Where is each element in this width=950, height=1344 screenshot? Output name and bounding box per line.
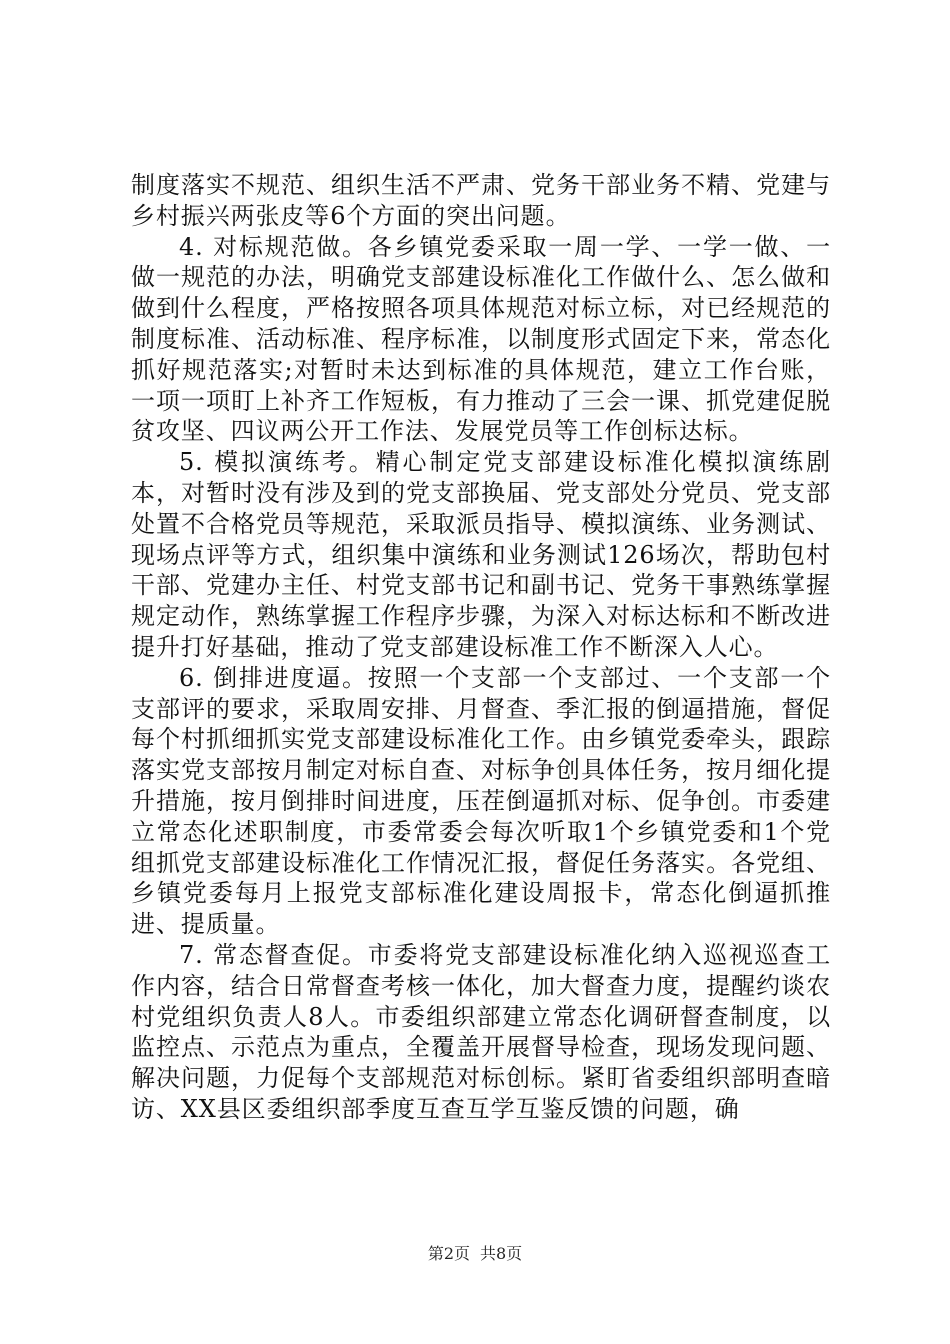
paragraph-item-5: 5. 模拟演练考。精心制定党支部建设标准化模拟演练剧本，对暂时没有涉及到的党支部换届、党支部处分党员、党支部处置不合格党员等规范，采取派员指导、模拟演练、业务测试、现场点评等方式，组织集中演练和业务测试126场次，帮助包村干部、党建办主任、村党支部书记和副书记、党务干事熟练掌握规定动作，熟练掌握工作程序步骤，为深入对标达标和不断改进提升打好基础，推动了党支部建设标准工作不断深入人心。 (131, 448, 831, 661)
page-footer (0, 1243, 950, 1265)
paragraph-item-4: 4. 对标规范做。各乡镇党委采取一周一学、一学一做、一做一规范的办法，明确党支部建设标准化工作做什么、怎么做和做到什么程度，严格按照各项具体规范对标立标，对已经规范的制度标准、活动标准、程序标准，以制度形式固定下来，常态化抓好规范落实;对暂时未达到标准的具体规范，建立工作台账，一项一项盯上补齐工作短板，有力推动了三会一课、抓党建促脱贫攻坚、四议两公开工作法、发展党员等工作创标达标。 (131, 232, 831, 446)
page-number: 第2页 (427, 1244, 470, 1263)
paragraph-continuation: 制度落实不规范、组织生活不严肃、党务干部业务不精、党建与乡村振兴两张皮等6个方面的突出问题。 (131, 171, 831, 230)
paragraph-item-6: 6. 倒排进度逼。按照一个支部一个支部过、一个支部一个支部评的要求，采取周安排、月督查、季汇报的倒逼措施，督促每个村抓细抓实党支部建设标准化工作。由乡镇党委牵头，跟踪落实党支部按月制定对标自查、对标争创具体任务，按月细化提升措施，按月倒排时间进度，压茬倒逼抓对标、促争创。市委建立常态化述职制度，市委常委会每次听取1个乡镇党委和1个党组抓党支部建设标准化工作情况汇报，督促任务落实。各党组、乡镇党委每月上报党支部标准化建设周报卡，常态化倒逼抓推进、提质量。 (131, 663, 831, 939)
paragraph-item-7: 7. 常态督查促。市委将党支部建设标准化纳入巡视巡查工作内容，结合日常督查考核一体化，加大督查力度，提醒约谈农村党组织负责人8人。市委组织部建立常态化调研督查制度，以监控点、示范点为重点，全覆盖开展督导检查，现场发现问题、解决问题，力促每个支部规范对标创标。紧盯省委组织部明查暗访、XX县区委组织部季度互查互学互鉴反馈的问题，确 (131, 940, 831, 1123)
page-total: 共8页 (480, 1244, 523, 1263)
document-body (131, 170, 831, 1125)
